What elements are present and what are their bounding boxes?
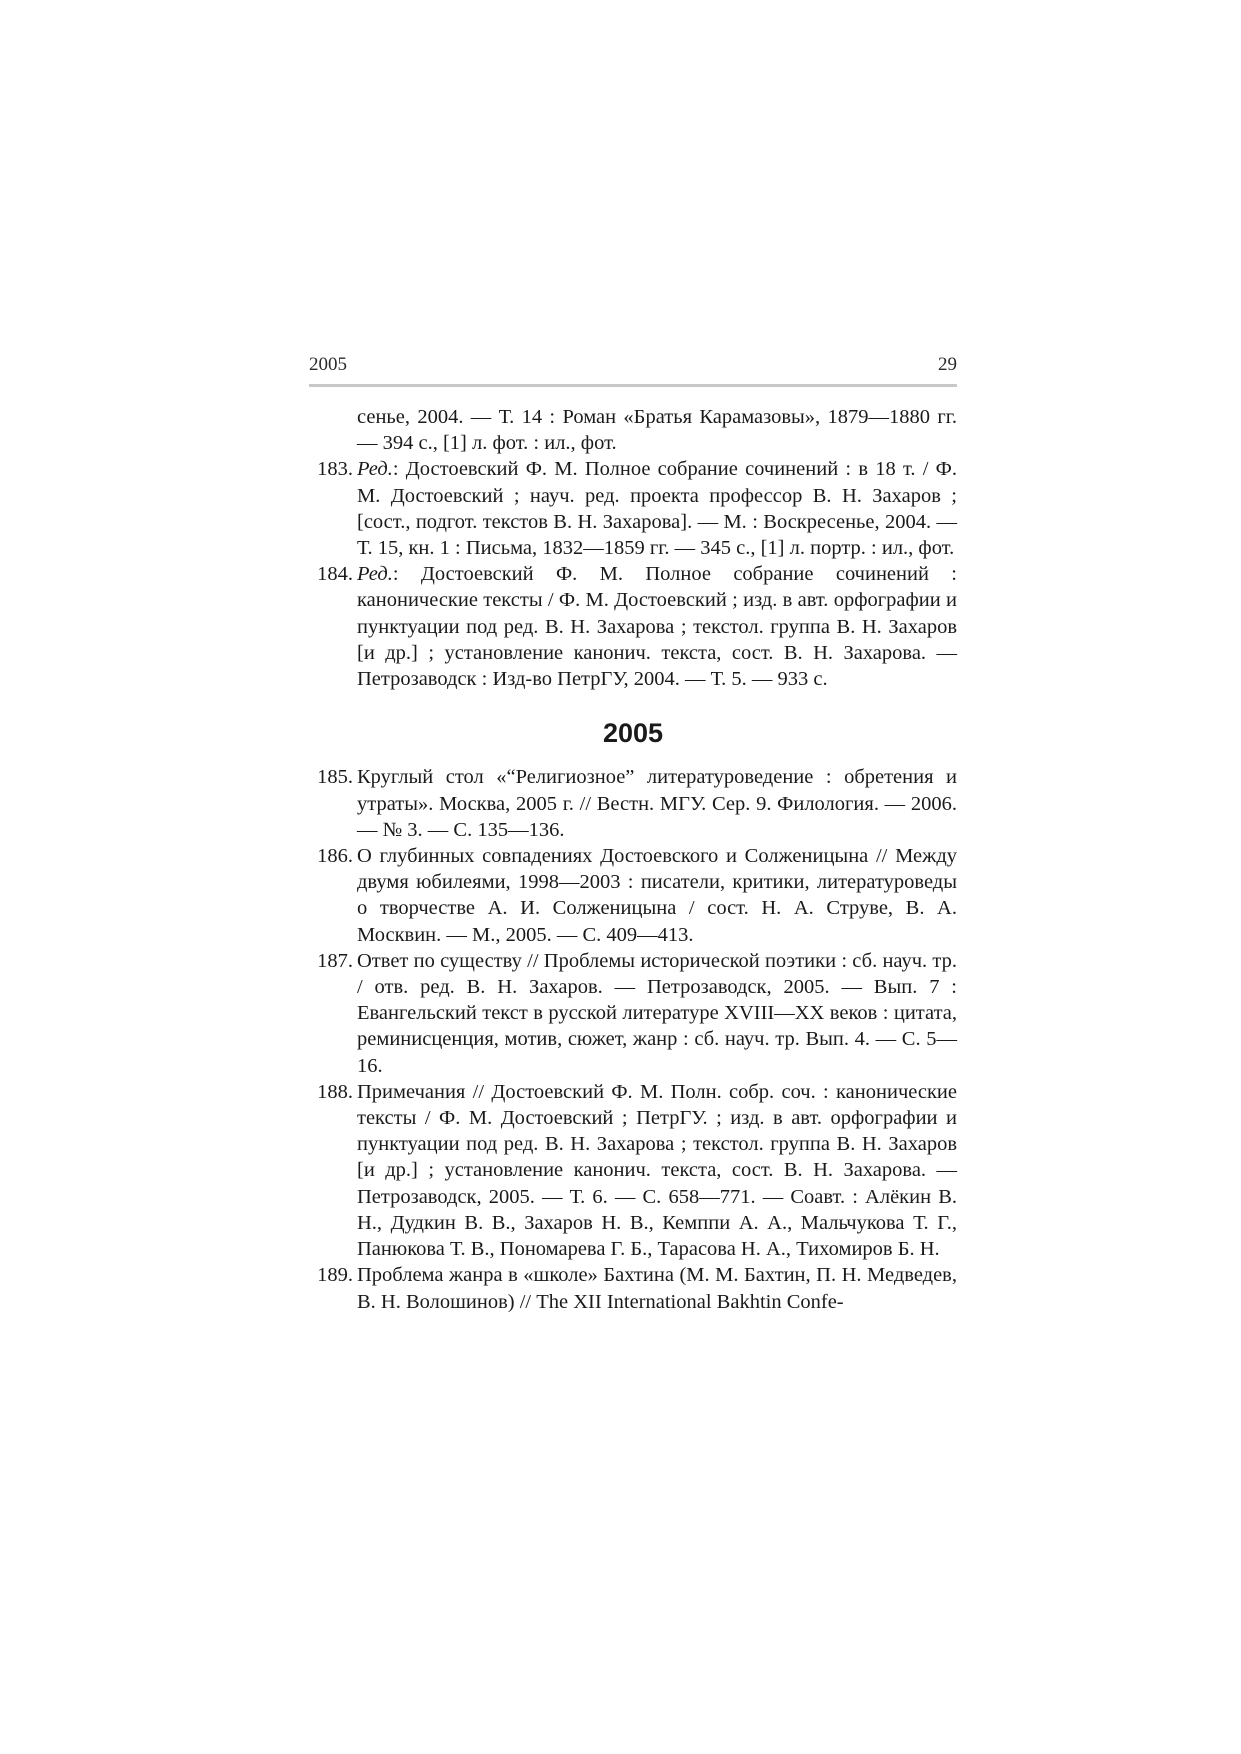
entry-number: 185. [317,766,353,789]
running-header [309,352,957,387]
entry-text: Ответ по существу // Проблемы исторической поэтики : сб. науч. тр. / отв. ред. В. Н. Захаров. — Петрозаводск, 2005. — Вып. 7 : Евангельский текст в русской литературе XVIII—XX веков : цитата, реминисценция, мотив, сюжет, жанр : сб. науч. тр. Вып. 4. — С. 5—16. [357,949,957,1077]
entry-number: 183. [317,458,353,481]
entry-number: 189. [317,1264,353,1287]
entry-role-label: Ред. [357,458,393,481]
entry-text: : Достоевский Ф. М. Полное собрание сочинений : в 18 т. / Ф. М. Достоевский ; науч. ред. проекта профессор В. Н. Захаров ; [сост., подгот. текстов В. Н. Захарова]. — М. : Воскресенье, 2004. — Т. 15, кн. 1 : Письма, 1832—1859 гг. — 345 с., [1] л. портр. : ил., фот. [357,458,957,560]
bibliography-body [309,404,957,1315]
page-number: 29 [938,354,957,375]
bibliography-entry [309,764,957,843]
section-heading-year: 2005 [602,718,664,749]
bibliography-entry [309,561,957,692]
continued-entry-text: сенье, 2004. — Т. 14 : Роман «Братья Карамазовы», 1879—1880 гг. — 394 с., [1] л. фот. : ил., фот. [357,406,957,455]
bibliography-entry [309,1262,957,1314]
entry-text: Круглый стол «“Религиозное” литературоведение : обретения и утраты». Москва, 2005 г. // Вестн. МГУ. Сер. 9. Филология. — 2006. — № 3. — С. 135—136. [357,766,957,841]
running-header-year: 2005 [309,354,347,375]
entry-text: О глубинных совпадениях Достоевского и Солженицына // Между двумя юбилеями, 1998—2003 : писатели, критики, литературоведы о творчестве А. И. Солженицына / сост. Н. А. Струве, В. А. Москвин. — М., 2005. — С. 409—413. [357,845,957,946]
bibliography-entry [309,948,957,1079]
bibliography-entry [309,456,957,561]
entry-text: Примечания // Достоевский Ф. М. Полн. собр. соч. : канонические тексты / Ф. М. Достоевский ; ПетрГУ. ; изд. в авт. орфографии и пунктуации под ред. В. Н. Захарова ; текстол. группа В. Н. Захаров [и др.] ; установление канонич. текста, сост. В. Н. Захарова. — Петрозаводск, 2005. — Т. 6. — С. 658—771. — Соавт. : Алёкин В. Н., Дудкин В. В., Захаров Н. В., Кемппи А. А., Мальчукова Т. Г., Панюкова Т. В., Пономарева Г. Б., Тарасова Н. А., Тихомиров Б. Н. [357,1080,957,1261]
entry-number: 184. [317,563,353,586]
bibliography-entry [309,843,957,948]
entry-role-label: Ред. [357,563,393,586]
entry-text: Проблема жанра в «школе» Бахтина (М. М. Бахтин, П. Н. Медведев, В. Н. Волошинов) // The XII International Bakhtin Confe- [357,1264,957,1313]
entry-number: 186. [317,845,353,868]
entry-number: 187. [317,949,353,972]
entry-text: : Достоевский Ф. М. Полное собрание сочинений : канонические тексты / Ф. М. Достоевский ; изд. в авт. орфографии и пунктуации под ред. В. Н. Захарова ; текстол. группа В. Н. Захаров [и др.] ; установление канонич. текста, сост. В. Н. Захарова. — Петрозаводск : Изд-во ПетрГУ, 2004. — Т. 5. — 933 с. [357,563,957,691]
entry-number: 188. [317,1080,353,1103]
bibliography-entry [309,1079,957,1262]
